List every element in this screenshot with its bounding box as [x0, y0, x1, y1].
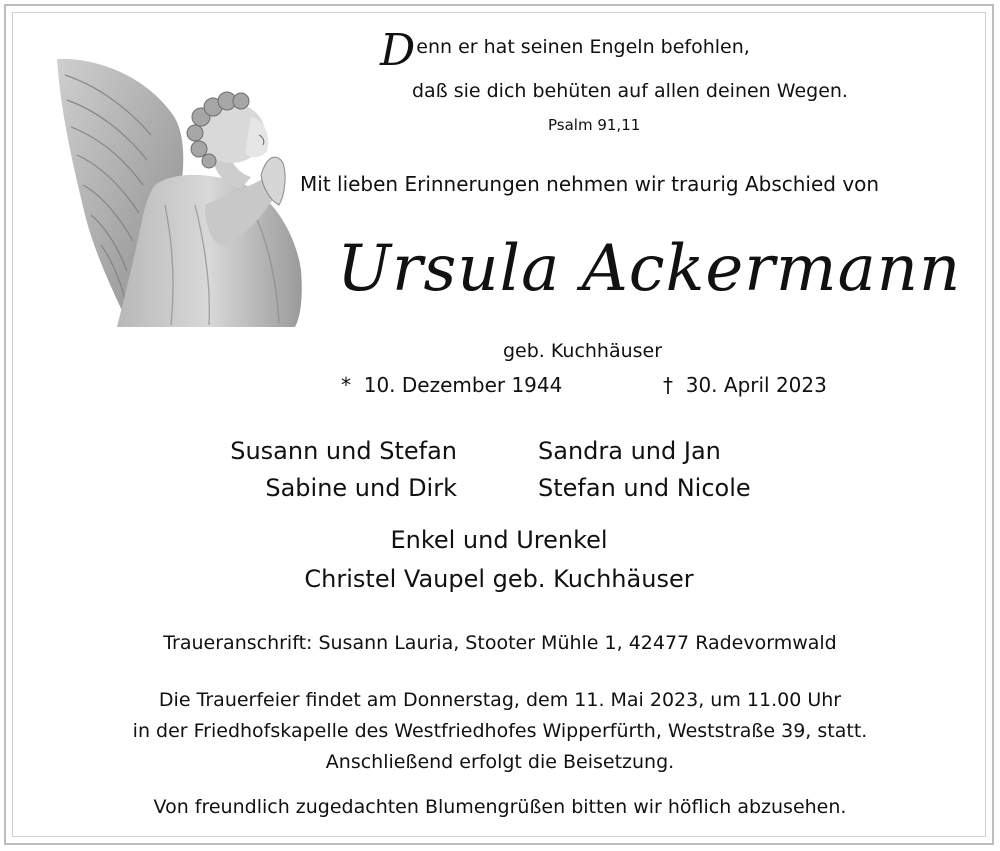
mourner-left-2: Sabine und Dirk: [265, 474, 457, 502]
intro-text: Mit lieben Erinnerungen nehmen wir traurig Abschied von: [300, 172, 880, 196]
grandchildren-line: Enkel und Urenkel: [390, 526, 608, 554]
verse-line-1-text: enn er hat seinen Engeln befohlen,: [416, 36, 750, 58]
verse-line-2: daß sie dich behüten auf allen deinen Wegen.: [412, 80, 848, 102]
flowers-note: Von freundlich zugedachten Blumengrüßen bitten wir höflich abzusehen.: [153, 796, 847, 818]
ceremony-line-1: Die Trauerfeier findet am Donnerstag, dem 11. Mai 2023, um 11.00 Uhr: [158, 689, 842, 711]
verse-reference: Psalm 91,11: [548, 116, 641, 134]
birth-line: [341, 373, 562, 397]
angel-statue-image: [55, 55, 303, 327]
birth-date: 10. Dezember 1944: [363, 373, 563, 397]
verse-line-1: [380, 25, 750, 76]
death-date: 30. April 2023: [685, 373, 827, 397]
ceremony-line-2: in der Friedhofskapelle des Westfriedhofes Wipperfürth, Weststraße 39, statt.: [132, 720, 868, 742]
mourner-right-1: Sandra und Jan: [538, 437, 721, 465]
sibling-line: Christel Vaupel geb. Kuchhäuser: [304, 565, 694, 593]
deceased-name: Ursula Ackermann: [337, 232, 962, 306]
mourner-right-2: Stefan und Nicole: [538, 474, 751, 502]
ceremony-line-3: Anschließend erfolgt die Beisetzung.: [325, 751, 675, 773]
maiden-name: geb. Kuchhäuser: [503, 340, 663, 362]
death-symbol: †: [663, 373, 673, 397]
mourning-address: Traueranschrift: Susann Lauria, Stooter Mühle 1, 42477 Radevormwald: [163, 632, 837, 654]
birth-symbol: *: [341, 373, 351, 397]
death-line: [663, 373, 827, 397]
mourner-left-1: Susann und Stefan: [230, 437, 457, 465]
verse-initial: D: [380, 25, 416, 76]
